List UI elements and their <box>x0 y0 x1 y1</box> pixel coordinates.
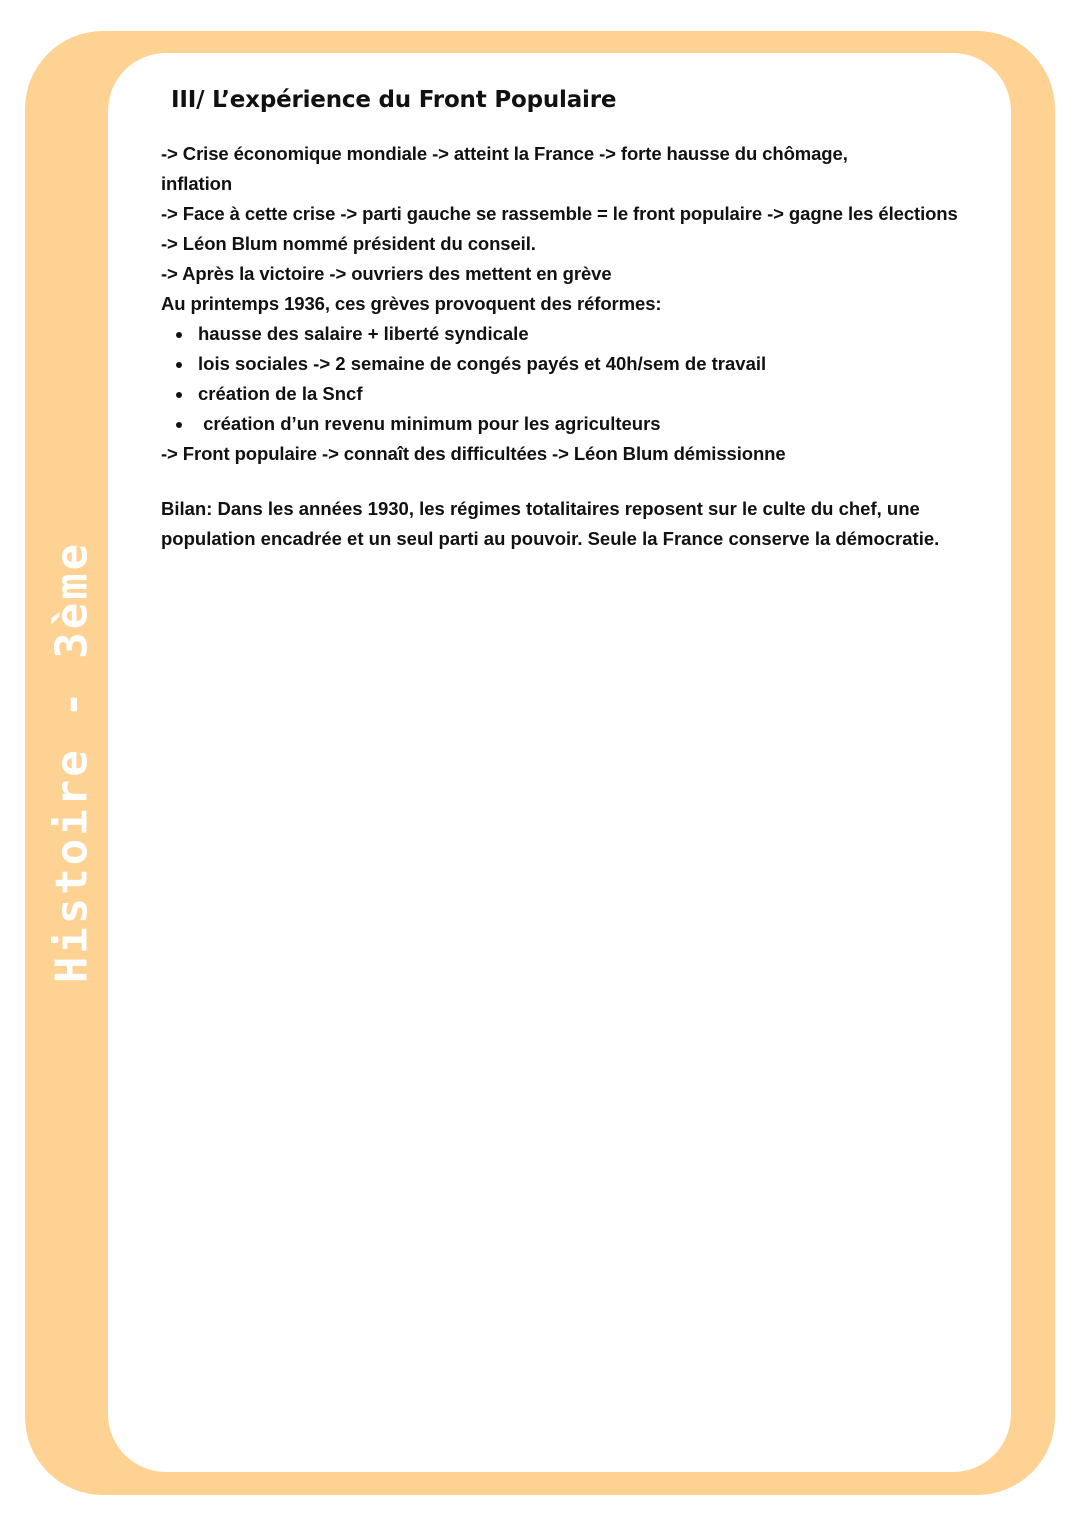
side-subject-label: Histoire - 3ème <box>46 540 98 984</box>
section-title: III/ L’expérience du Front Populaire <box>171 87 617 113</box>
note-line: -> Face à cette crise -> parti gauche se rassemble = le front populaire -> gagne les élections -> Léon Blum nommé président du conseil. <box>161 203 958 254</box>
list-item: hausse des salaire + liberté syndicale <box>198 319 981 349</box>
list-item: lois sociales -> 2 semaine de congés payés et 40h/sem de travail <box>198 349 981 379</box>
list-item: création de la Sncf <box>198 379 981 409</box>
note-page <box>108 53 1011 1472</box>
note-content <box>161 87 981 573</box>
note-line: -> Après la victoire -> ouvriers des mettent en grève <box>161 263 612 284</box>
reforms-list <box>161 319 981 439</box>
note-line: -> Crise économique mondiale -> atteint la France -> forte hausse du chômage, inflation <box>161 143 848 194</box>
bilan-paragraph: Bilan: Dans les années 1930, les régimes totalitaires reposent sur le culte du chef, une population encadrée et un seul parti au pouvoir. Seule la France conserve la démocratie. <box>161 498 940 549</box>
list-item: création d’un revenu minimum pour les agriculteurs <box>198 409 981 439</box>
note-line: Au printemps 1936, ces grèves provoquent des réformes: <box>161 293 662 314</box>
note-line: -> Front populaire -> connaît des difficultées -> Léon Blum démissionne <box>161 443 786 464</box>
